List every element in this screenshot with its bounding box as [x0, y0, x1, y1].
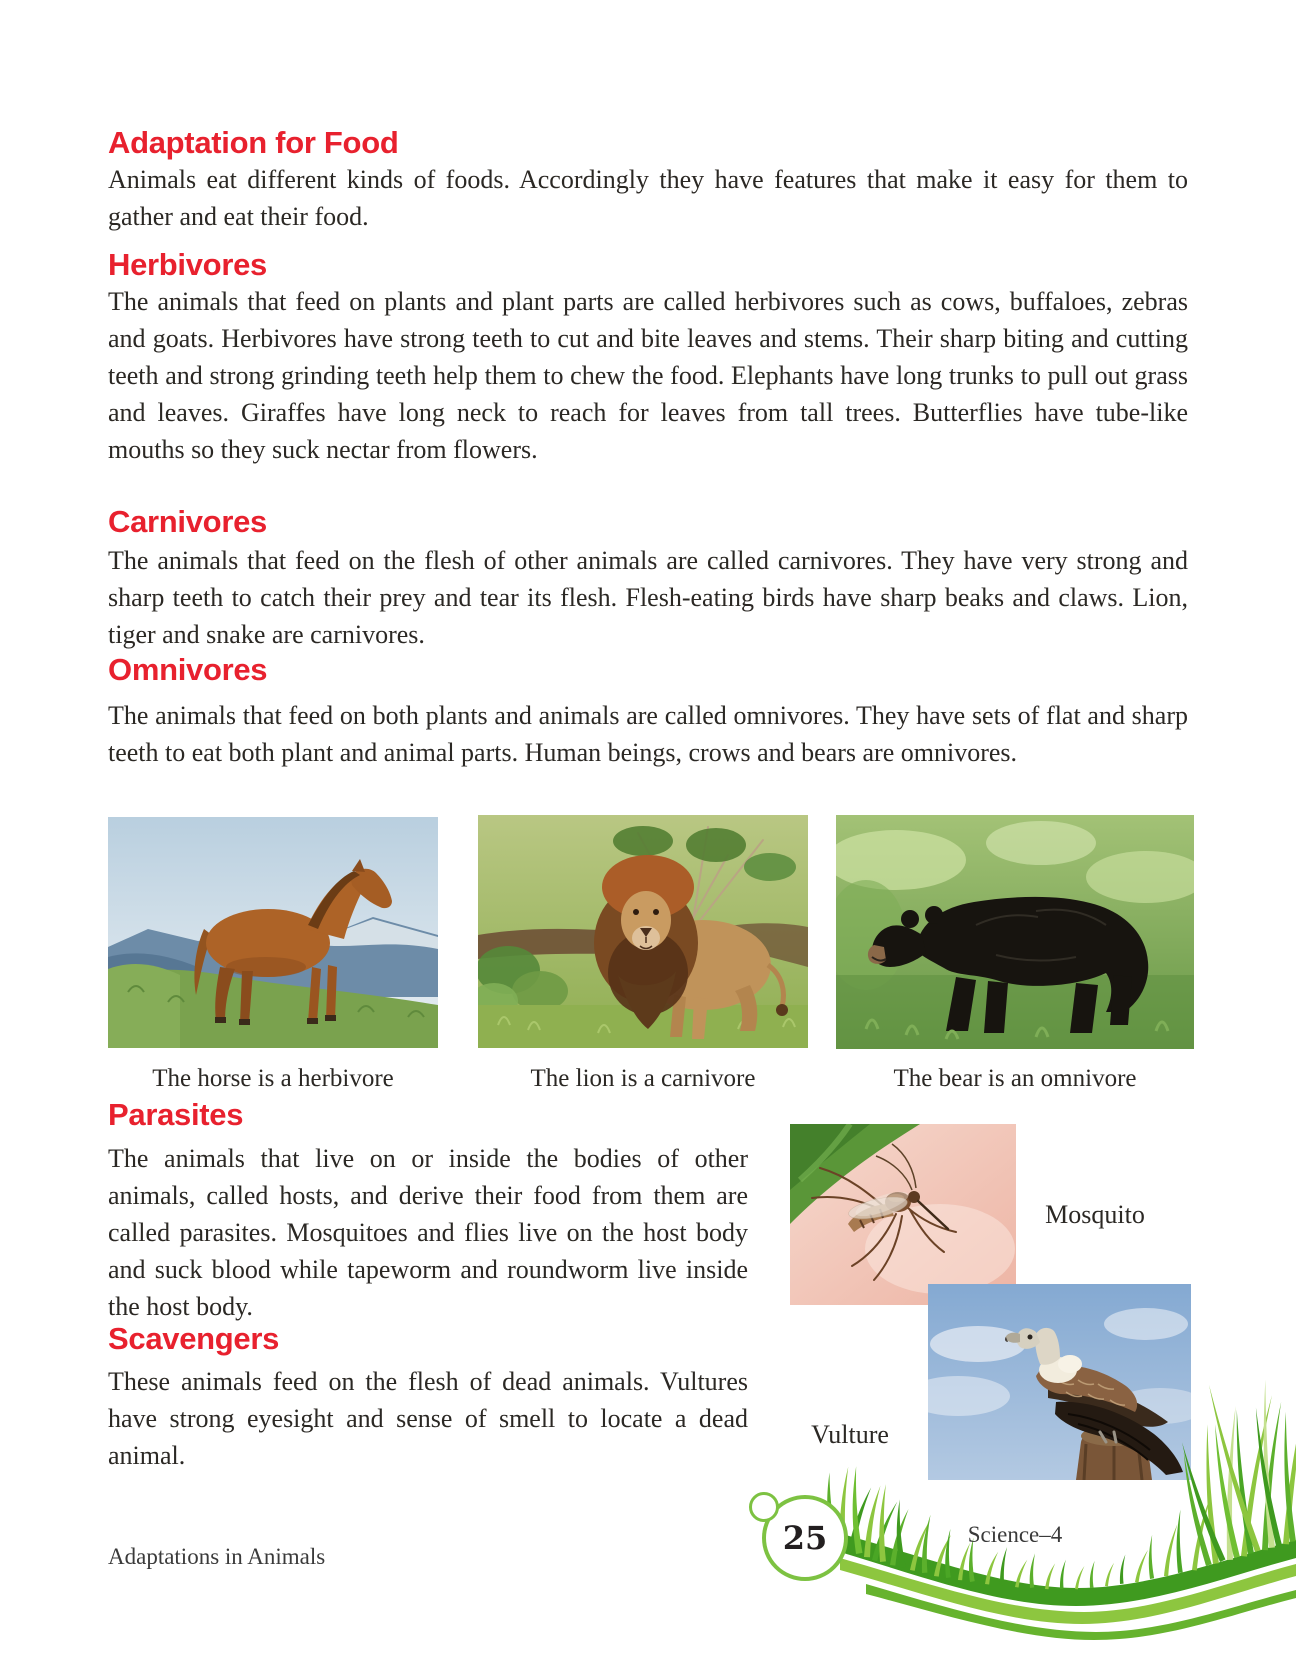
lion-photo: [478, 815, 808, 1048]
paragraph-adaptation-for-food: Animals eat different kinds of foods. Accordingly they have features that make it easy for them to gather and eat their food.: [108, 165, 1188, 231]
vulture-label: Vulture: [811, 1420, 889, 1449]
paragraph-herbivores: The animals that feed on plants and plant parts are called herbivores such as cows, buffaloes, zebras and goats. Herbivores have strong teeth to cut and bite leaves and stems. Their sharp biting and cutting teeth and strong grinding teeth help them to chew the food. Elephants have long trunks to pull out grass and leaves. Giraffes have long neck to reach for leaves from tall trees. Butterflies have tube-like mouths so they suck nectar from flowers.: [108, 287, 1188, 464]
paragraph-parasites: The animals that live on or inside the bodies of other animals, called hosts, and derive their food from them are called parasites. Mosquitoes and flies live on the host body and suck blood while tapeworm and roundworm live inside the host body.: [108, 1144, 748, 1321]
mosquito-photo: [790, 1124, 1016, 1305]
page-number: 25: [782, 1519, 828, 1557]
heading-parasites: Parasites: [108, 1097, 244, 1132]
mosquito-photo-illustration: [790, 1124, 1016, 1305]
grass-cluster: [1169, 1379, 1296, 1566]
heading-herbivores: Herbivores: [108, 247, 267, 282]
footer-chapter-title: Adaptations in Animals: [108, 1544, 326, 1569]
heading-adaptation-for-food: Adaptation for Food: [108, 125, 399, 160]
heading-scavengers: Scavengers: [108, 1321, 280, 1356]
paragraph-omnivores: The animals that feed on both plants and animals are called omnivores. They have sets of flat and sharp teeth to eat both plant and animal parts. Human beings, crows and bears are omnivores.: [108, 701, 1188, 767]
paragraph-carnivores: The animals that feed on the flesh of other animals are called carnivores. They have very strong and sharp teeth to catch their prey and tear its flesh. Flesh-eating birds have sharp beaks and claws. Lion, tiger and snake are carnivores.: [108, 546, 1188, 649]
lion-caption: The lion is a carnivore: [530, 1065, 756, 1092]
paragraph-scavengers: These animals feed on the flesh of dead animals. Vultures have strong eyesight and sense of smell to locate a dead animal.: [108, 1367, 748, 1470]
heading-omnivores: Omnivores: [108, 652, 268, 687]
horse-photo: [108, 817, 438, 1048]
bear-photo-illustration: [836, 815, 1194, 1049]
horse-caption: The horse is a herbivore: [152, 1065, 394, 1092]
bear-caption: The bear is an omnivore: [893, 1065, 1137, 1092]
mosquito-label: Mosquito: [1045, 1200, 1145, 1229]
horse-photo-illustration: [108, 817, 438, 1048]
lion-photo-illustration: [478, 815, 808, 1048]
heading-carnivores: Carnivores: [108, 504, 267, 539]
page-badge-dot: [749, 1492, 779, 1522]
bear-photo: [836, 815, 1194, 1049]
book-title: Science–4: [967, 1522, 1063, 1547]
